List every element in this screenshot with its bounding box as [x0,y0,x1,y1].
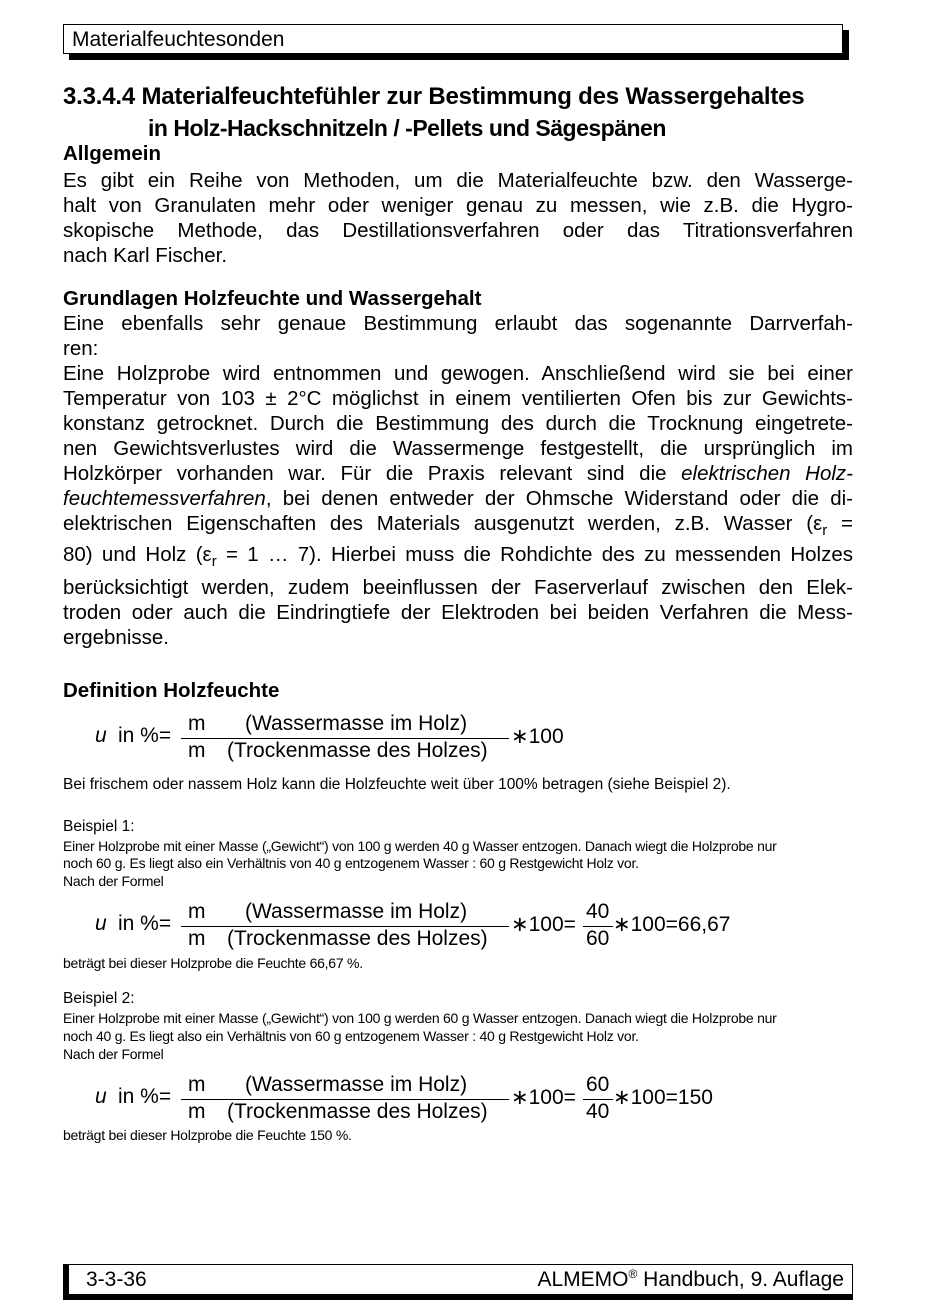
formula-result: ∗100=66,67 [613,913,731,936]
paragraph-line: skopische Methode, das Destillationsverfahren oder das Titrationsverfahren [63,219,853,242]
subscript: r [211,553,217,570]
paragraph-line: ergebnisse. [63,626,169,649]
beispiel1-formula [95,900,795,960]
paragraph-line: Es gibt ein Reihe von Methoden, um die Materialfeuchte bzw. den Wasserge- [63,169,853,192]
formula-den-text: (Trockenmasse des Holzes) [227,927,488,950]
subscript: r [822,522,828,539]
footer-title-text: Handbuch, 9. Auflage [637,1268,844,1291]
page-header [63,24,843,54]
text-run: Holzkörper vorhanden war. Für die Praxis relevant sind die [63,462,682,485]
text-run: elektrischen Eigenschaften des Materials ausgenutzt werden, z.B. Wasser (ε [63,512,823,535]
formula-u: u [95,912,107,935]
formula-value-num: 60 [586,1073,610,1096]
section-subheading: in Holz-Hackschnitzeln / -Pellets und Sägespänen [148,115,666,141]
text-run: , bei denen entweder der Ohmsche Widerstand oder die di- [265,487,853,510]
paragraph-line [63,462,853,486]
paragraph-line: ren: [63,337,99,360]
formula-den-m: m [188,1100,206,1123]
paragraph-line [63,487,853,511]
paragraph-line: nach Karl Fischer. [63,244,228,267]
beispiel2-text: Einer Holzprobe mit einer Masse („Gewicht“) von 100 g werden 60 g Wasser entzogen. Danach wiegt die Holzprobe nur [63,1010,777,1026]
page-number: 3-3-36 [86,1268,147,1291]
formula-result: ∗100=150 [613,1086,713,1109]
beispiel1-text: Einer Holzprobe mit einer Masse („Gewicht“) von 100 g werden 40 g Wasser entzogen. Danach wiegt die Holzprobe nur [63,838,777,854]
beispiel2-formula [95,1073,795,1133]
formula-num-text: (Wassermasse im Holz) [245,900,468,923]
formula-value-num: 40 [586,900,610,923]
allgemein-title: Allgemein [63,142,161,165]
formula-u: u [95,1085,107,1108]
formula-u: u [95,724,107,747]
paragraph-line [63,543,853,570]
formula-den-m: m [188,739,206,762]
beispiel1-title: Beispiel 1: [63,818,135,835]
beispiel2-title: Beispiel 2: [63,990,135,1007]
beispiel2-result: beträgt bei dieser Holzprobe die Feuchte 150 %. [63,1127,352,1143]
italic-run: feuchtemessverfahren [63,487,266,510]
paragraph-line: Eine ebenfalls sehr genaue Bestimmung erlaubt das sogenannte Darrverfah- [63,312,853,335]
formula-times100-eq: ∗100= [511,1086,576,1109]
formula-num-m: m [188,900,206,923]
formula-times100: ∗100 [511,725,564,748]
footer-title [537,1268,844,1292]
beispiel2-text: Nach der Formel [63,1046,164,1062]
beispiel1-text: noch 60 g. Es liegt also ein Verhältnis von 40 g entzogenem Wasser : 60 g Restgewicht Holz vor. [63,855,639,871]
text-run: 80) und Holz (ε [63,543,212,566]
paragraph-line: troden oder auch die Eindringtiefe der Elektroden bei beiden Verfahren die Mess- [63,601,853,624]
registered-mark: ® [628,1267,638,1281]
grundlagen-title: Grundlagen Holzfeuchte und Wassergehalt [63,287,482,310]
header-title: Materialfeuchtesonden [72,28,285,51]
definition-title: Definition Holzfeuchte [63,679,280,702]
formula-times100-eq: ∗100= [511,913,576,936]
formula-value-den: 60 [586,927,610,950]
paragraph-line: Temperatur von 103 ± 2°C möglichst in einem ventilierten Ofen bis zur Gewichts- [63,387,853,410]
section-heading: 3.3.4.4 Materialfeuchtefühler zur Bestimmung des Wassergehaltes [63,83,805,110]
formula-in-pct: in %= [118,1085,172,1108]
paragraph-line [63,512,853,539]
text-run: = 1 … 7). Hierbei muss die Rohdichte des zu messenden Holzes [216,543,853,566]
paragraph-line: berücksichtigt werden, zudem beeinflussen der Faserverlauf zwischen den Elek- [63,576,853,599]
formula-num-m: m [188,712,206,735]
formula-value-den: 40 [586,1100,610,1123]
formula-den-text: (Trockenmasse des Holzes) [227,1100,488,1123]
paragraph-line: nen Gewichtsverlustes wird die Wassermenge festgestellt, die ursprünglich im [63,437,853,460]
formula-num-text: (Wassermasse im Holz) [245,712,468,735]
beispiel2-text: noch 40 g. Es liegt also ein Verhältnis von 60 g entzogenem Wasser : 40 g Restgewicht Holz vor. [63,1028,639,1044]
italic-run: elektrischen Holz- [681,462,853,485]
paragraph-line: konstanz getrocknet. Durch die Bestimmung des durch die Trocknung eingetrete- [63,412,853,435]
formula-den-text: (Trockenmasse des Holzes) [227,739,488,762]
formula-num-m: m [188,1073,206,1096]
beispiel1-result: beträgt bei dieser Holzprobe die Feuchte 66,67 %. [63,955,363,971]
paragraph-line: Eine Holzprobe wird entnommen und gewogen. Anschließend wird sie bei einer [63,362,853,385]
beispiel1-text: Nach der Formel [63,873,164,889]
formula-num-text: (Wassermasse im Holz) [245,1073,468,1096]
paragraph-line: halt von Granulaten mehr oder weniger genau zu messen, wie z.B. die Hygro- [63,194,853,217]
formula-den-m: m [188,927,206,950]
footer-brand: ALMEMO [537,1268,629,1291]
footer-bar [63,1294,853,1300]
holzfeuchte-formula [95,712,795,772]
text-run: = [827,512,853,535]
formula-in-pct: in %= [118,724,172,747]
definition-note: Bei frischem oder nassem Holz kann die Holzfeuchte weit über 100% betragen (siehe Beispiel 2). [63,776,731,793]
formula-in-pct: in %= [118,912,172,935]
